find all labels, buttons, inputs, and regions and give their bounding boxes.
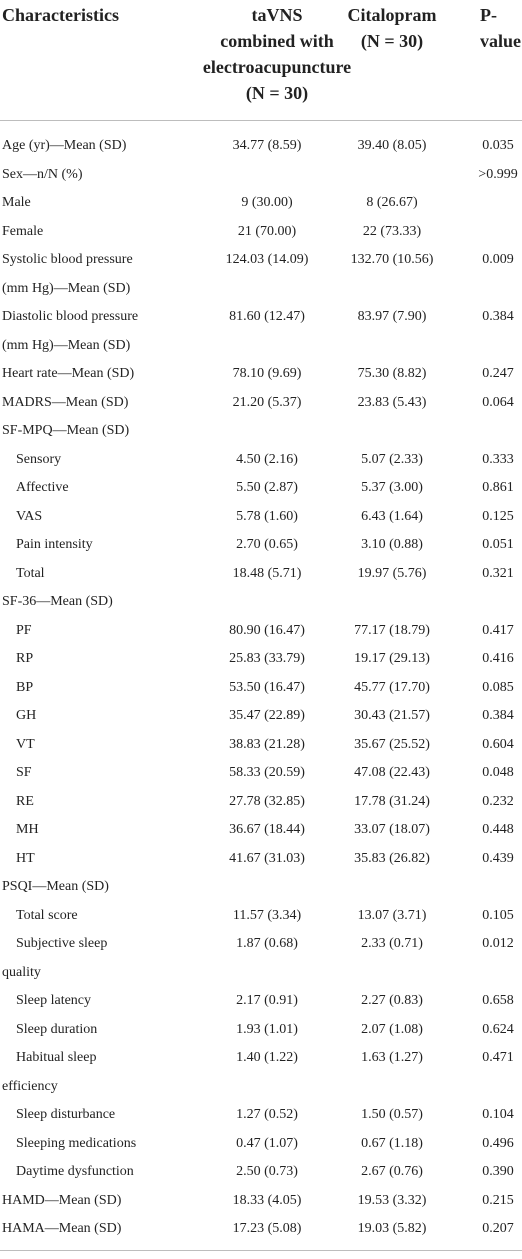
table-row [0,588,522,617]
header-group-a-line: (N = 30) [245,83,309,103]
table-top-rule [0,120,522,121]
row-label: HT [16,850,35,866]
cell-citalopram: 22 (73.33) [362,223,422,239]
cell-p-value: 0.417 [482,622,514,638]
cell-citalopram: 33.07 (18.07) [354,822,430,837]
cell-citalopram: 5.37 (3.00) [361,480,423,495]
header-p-value-line: value [480,31,522,51]
cell-tavns: 4.50 (2.16) [236,451,298,467]
table-body [0,132,522,1244]
cell-tavns: 21 (70.00) [237,223,297,239]
row-label: SF-MPQ—Mean (SD) [2,423,130,438]
cell-citalopram: 23.83 (5.43) [357,394,427,410]
cell-tavns: 35.47 (22.89) [229,708,305,723]
header-group-b [340,2,444,54]
cell-p-value: 0.658 [482,993,514,1008]
table-row [0,531,522,560]
cell-p-value: 0.009 [482,252,514,267]
cell-p-value: 0.861 [482,480,514,495]
cell-tavns: 34.77 (8.59) [232,138,302,153]
cell-citalopram: 5.07 (2.33) [361,451,423,467]
table-row [0,845,522,874]
cell-p-value: 0.048 [482,765,514,780]
cell-p-value: 0.321 [482,565,514,581]
row-label: PSQI—Mean (SD) [2,879,109,894]
cell-citalopram: 1.50 (0.57) [361,1107,423,1122]
row-label: PF [16,622,32,638]
cell-p-value: 0.439 [482,850,514,866]
row-label: GH [16,708,37,723]
header-p-value [480,2,521,54]
table-row [0,1187,522,1216]
cell-tavns: 124.03 (14.09) [225,252,309,267]
cell-tavns: 27.78 (32.85) [229,793,305,809]
cell-citalopram: 6.43 (1.64) [361,508,423,524]
row-label: Sex—n/N (%) [2,166,83,182]
cell-p-value: 0.448 [482,822,514,837]
table-row [0,360,522,389]
cell-p-value: 0.247 [482,366,514,381]
cell-citalopram: 1.63 (1.27) [361,1050,423,1065]
row-label: Subjective sleep [16,936,108,951]
cell-tavns: 41.67 (31.03) [229,850,305,866]
cell-p-value: 0.085 [482,679,514,695]
table-row [0,816,522,845]
cell-tavns: 1.27 (0.52) [236,1107,298,1122]
table-bottom-rule [0,1250,522,1251]
cell-citalopram: 19.97 (5.76) [357,565,427,581]
table-row [0,674,522,703]
cell-tavns: 0.47 (1.07) [236,1135,298,1151]
header-group-b-line: Citalopram [347,5,437,25]
table-row [0,560,522,589]
cell-p-value: 0.604 [482,736,514,752]
cell-tavns: 5.78 (1.60) [236,508,298,524]
cell-tavns: 9 (30.00) [241,195,293,210]
header-group-b-line: (N = 30) [360,31,424,51]
table-row [0,474,522,503]
cell-p-value: 0.496 [482,1135,514,1151]
cell-tavns: 18.33 (4.05) [232,1192,302,1208]
table-row [0,702,522,731]
table-row [0,303,522,332]
cell-p-value: 0.471 [482,1050,514,1065]
table-row [0,275,522,304]
cell-tavns: 17.23 (5.08) [232,1221,302,1236]
cell-citalopram: 19.17 (29.13) [354,651,430,666]
cell-p-value: 0.064 [482,394,514,410]
cell-p-value: 0.207 [482,1221,514,1236]
table-row [0,930,522,959]
table-row [0,246,522,275]
cell-p-value: 0.232 [482,793,514,809]
cell-p-value: 0.384 [482,309,514,324]
row-label: MH [16,822,39,837]
table-row [0,218,522,247]
table-row [0,759,522,788]
table-row [0,645,522,674]
table-row [0,1073,522,1102]
row-label: (mm Hg)—Mean (SD) [2,337,131,353]
cell-citalopram: 35.67 (25.52) [354,736,430,752]
cell-citalopram: 47.08 (22.43) [354,765,430,780]
cell-p-value: 0.012 [482,936,514,951]
cell-citalopram: 2.67 (0.76) [361,1164,423,1179]
table-row [0,503,522,532]
header-p-value-line: P- [480,5,497,25]
row-label: MADRS—Mean (SD) [2,394,129,410]
table-row [0,731,522,760]
cell-tavns: 18.48 (5.71) [232,565,302,581]
cell-citalopram: 39.40 (8.05) [357,138,427,153]
cell-citalopram: 2.27 (0.83) [361,993,423,1008]
cell-tavns: 78.10 (9.69) [232,366,302,381]
cell-tavns: 1.40 (1.22) [236,1050,298,1065]
table-header [0,0,522,116]
row-label: Sleeping medications [16,1135,137,1151]
table-row [0,959,522,988]
row-label: SF [16,765,32,780]
cell-p-value: >0.999 [478,166,518,182]
table-row [0,1044,522,1073]
cell-tavns: 38.83 (21.28) [229,736,305,752]
cell-citalopram: 132.70 (10.56) [350,252,434,267]
row-label: RP [16,651,34,666]
table-row [0,873,522,902]
header-group-a-line: combined with [220,31,334,51]
row-label: Sleep duration [16,1021,98,1037]
cell-citalopram: 75.30 (8.82) [357,366,427,381]
cell-p-value: 0.105 [482,907,514,923]
cell-p-value: 0.104 [482,1107,514,1122]
row-label: VAS [16,508,43,524]
table-row [0,1130,522,1159]
cell-citalopram: 83.97 (7.90) [357,309,427,324]
cell-p-value: 0.051 [482,537,514,552]
cell-citalopram: 2.07 (1.08) [361,1021,423,1037]
cell-citalopram: 35.83 (26.82) [354,850,430,866]
row-label: Total [16,565,45,581]
row-label: Sleep disturbance [16,1107,116,1122]
row-label: Total score [16,907,78,923]
row-label: Female [2,223,44,239]
cell-citalopram: 17.78 (31.24) [354,793,430,809]
cell-citalopram: 8 (26.67) [366,195,418,210]
row-label: Male [2,195,31,210]
cell-p-value: 0.416 [482,651,514,666]
row-label: Affective [16,480,69,495]
table-row [0,189,522,218]
cell-tavns: 2.70 (0.65) [236,537,298,552]
row-label: quality [2,964,41,980]
cell-citalopram: 19.03 (5.82) [357,1221,427,1236]
cell-citalopram: 3.10 (0.88) [361,537,423,552]
table-row [0,332,522,361]
header-group-a-line: taVNS [251,5,303,25]
row-label: Diastolic blood pressure [2,309,139,324]
table-row [0,1101,522,1130]
cell-tavns: 2.50 (0.73) [236,1164,298,1179]
cell-tavns: 36.67 (18.44) [229,822,305,837]
cell-p-value: 0.125 [482,508,514,524]
table-row [0,1016,522,1045]
cell-p-value: 0.215 [482,1192,514,1208]
row-label: HAMA—Mean (SD) [2,1221,122,1236]
row-label: Sleep latency [16,993,92,1008]
table-row [0,446,522,475]
row-label: Pain intensity [16,537,93,552]
table-row [0,417,522,446]
row-label: SF-36—Mean (SD) [2,594,113,609]
cell-p-value: 0.333 [482,451,514,467]
cell-tavns: 1.87 (0.68) [236,936,298,951]
row-label: Heart rate—Mean (SD) [2,366,135,381]
cell-p-value: 0.384 [482,708,514,723]
cell-tavns: 53.50 (16.47) [229,679,305,695]
cell-tavns: 2.17 (0.91) [236,993,298,1008]
table-row [0,1215,522,1244]
table-row [0,788,522,817]
cell-p-value: 0.624 [482,1021,514,1037]
row-label: efficiency [2,1078,58,1094]
row-label: Age (yr)—Mean (SD) [2,138,127,153]
header-characteristics: Characteristics [2,5,119,25]
table-row [0,1158,522,1187]
table-row [0,161,522,190]
row-label: Daytime dysfunction [16,1164,134,1179]
cell-tavns: 58.33 (20.59) [229,765,305,780]
row-label: Habitual sleep [16,1050,97,1065]
row-label: Systolic blood pressure [2,252,133,267]
table-row [0,132,522,161]
cell-citalopram: 13.07 (3.71) [357,907,427,923]
cell-citalopram: 77.17 (18.79) [354,622,430,638]
cell-citalopram: 2.33 (0.71) [361,936,423,951]
cell-tavns: 80.90 (16.47) [229,622,305,638]
row-label: VT [16,736,35,752]
row-label: RE [16,793,34,809]
cell-citalopram: 0.67 (1.18) [361,1135,423,1151]
table-row [0,902,522,931]
cell-tavns: 1.93 (1.01) [236,1021,298,1037]
header-group-a-line: electroacupuncture [202,57,352,77]
table-row [0,987,522,1016]
cell-p-value: 0.035 [482,138,514,153]
cell-citalopram: 30.43 (21.57) [354,708,430,723]
cell-tavns: 11.57 (3.34) [232,907,302,923]
row-label: BP [16,679,34,695]
cell-citalopram: 19.53 (3.32) [357,1192,427,1208]
cell-tavns: 81.60 (12.47) [229,309,305,324]
row-label: (mm Hg)—Mean (SD) [2,280,131,296]
table-row [0,617,522,646]
table-row [0,389,522,418]
cell-tavns: 25.83 (33.79) [229,651,305,666]
row-label: Sensory [16,451,62,467]
cell-tavns: 5.50 (2.87) [236,480,298,495]
row-label: HAMD—Mean (SD) [2,1192,122,1208]
cell-tavns: 21.20 (5.37) [232,394,302,410]
cell-p-value: 0.390 [482,1164,514,1179]
cell-citalopram: 45.77 (17.70) [354,679,430,695]
